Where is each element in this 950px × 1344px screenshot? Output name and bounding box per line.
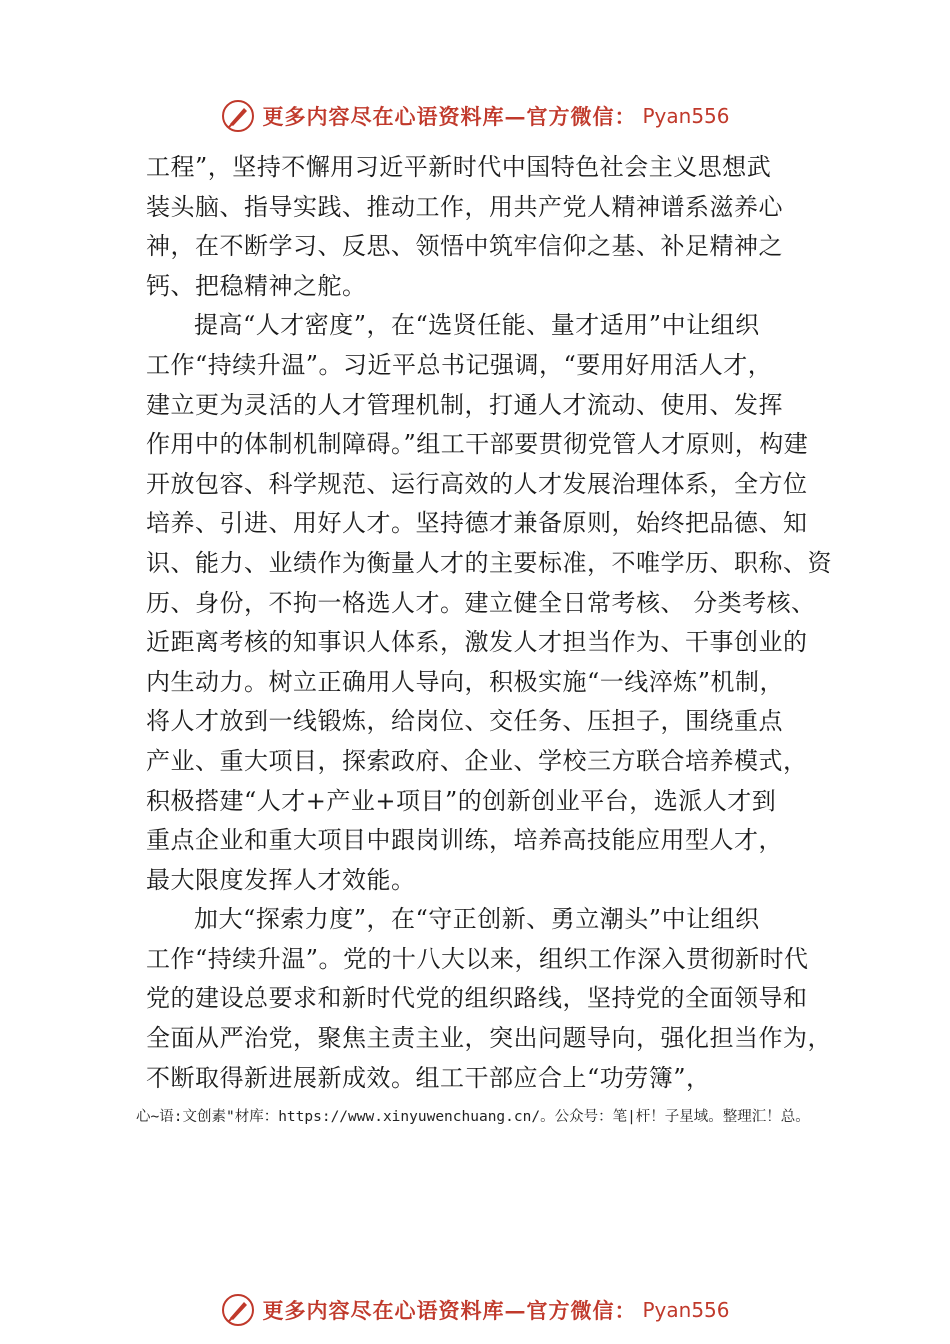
text-line: 最大限度发挥人才效能。	[146, 865, 416, 894]
text-line: 将人才放到一线锻炼，给岗位、交任务、压担子，围绕重点	[146, 707, 783, 736]
footer-note: 心~语:文创素"材库：https://www.xinyuwenchuang.cn/。公众号：笔|杆！子星域。整理汇！总。	[136, 1109, 810, 1125]
banner-title: 更多内容尽在心语资料库—官方微信：	[262, 104, 637, 129]
text-line: 装头脑、指导实践、推动工作，用共产党人精神谱系滋养心	[146, 192, 783, 221]
text-line: 工程”，坚持不懈用习近平新时代中国特色社会主义思想武	[146, 153, 772, 181]
text-line: 培养、引进、用好人才。坚持德才兼备原则，始终把品德、知	[146, 509, 808, 538]
footer-banner	[0, 1286, 950, 1334]
text-line: 开放包容、科学规范、运行高效的人才发展治理体系，全方位	[146, 469, 808, 498]
text-line: 加大“探索力度”，在“守正创新、勇立潮头”中让组织	[194, 905, 760, 934]
wechat-id: Pyan556	[642, 104, 730, 128]
text-line: 钙、把稳精神之舵。	[146, 271, 367, 300]
text-line: 党的建设总要求和新时代党的组织路线，坚持党的全面领导和	[146, 984, 808, 1013]
text-line: 积极搭建“人才+产业+项目”的创新创业平台，选派人才到	[146, 786, 777, 815]
quill-pen-logo-icon	[220, 1292, 256, 1328]
quill-pen-logo-icon	[220, 98, 256, 134]
header-banner	[0, 92, 950, 140]
text-line: 全面从严治党，聚焦主责主业，突出问题导向，强化担当作为，	[146, 1024, 832, 1053]
text-line: 产业、重大项目，探索政府、企业、学校三方联合培养模式，	[146, 746, 808, 775]
text-line: 建立更为灵活的人才管理机制，打通人才流动、使用、发挥	[146, 390, 783, 419]
banner-title: 更多内容尽在心语资料库—官方微信：	[262, 1298, 637, 1323]
text-line: 内生动力。树立正确用人导向，积极实施“一线淬炼”机制，	[146, 667, 785, 696]
text-line: 工作“持续升温”。习近平总书记强调，“要用好用活人才，	[146, 350, 773, 379]
text-line: 重点企业和重大项目中跟岗训练，培养高技能应用型人才，	[146, 826, 783, 855]
text-line: 识、能力、业绩作为衡量人才的主要标准，不唯学历、职称、资	[146, 548, 832, 577]
text-line: 作用中的体制机制障碍。”组工干部要贯彻党管人才原则，构建	[146, 430, 809, 459]
wechat-id: Pyan556	[642, 1298, 730, 1322]
text-line: 历、身份，不拘一格选人才。建立健全日常考核、 分类考核、	[146, 588, 816, 617]
document-body	[146, 148, 846, 1098]
text-line: 提高“人才密度”，在“选贤任能、量才适用”中让组织	[194, 311, 760, 340]
text-line: 近距离考核的知事识人体系，激发人才担当作为、干事创业的	[146, 628, 808, 657]
text-line: 不断取得新进展新成效。组工干部应合上“功劳簿”，	[146, 1063, 711, 1092]
text-line: 工作“持续升温”。党的十八大以来，组织工作深入贯彻新时代	[146, 944, 809, 973]
text-line: 神，在不断学习、反思、领悟中筑牢信仰之基、补足精神之	[146, 232, 783, 261]
